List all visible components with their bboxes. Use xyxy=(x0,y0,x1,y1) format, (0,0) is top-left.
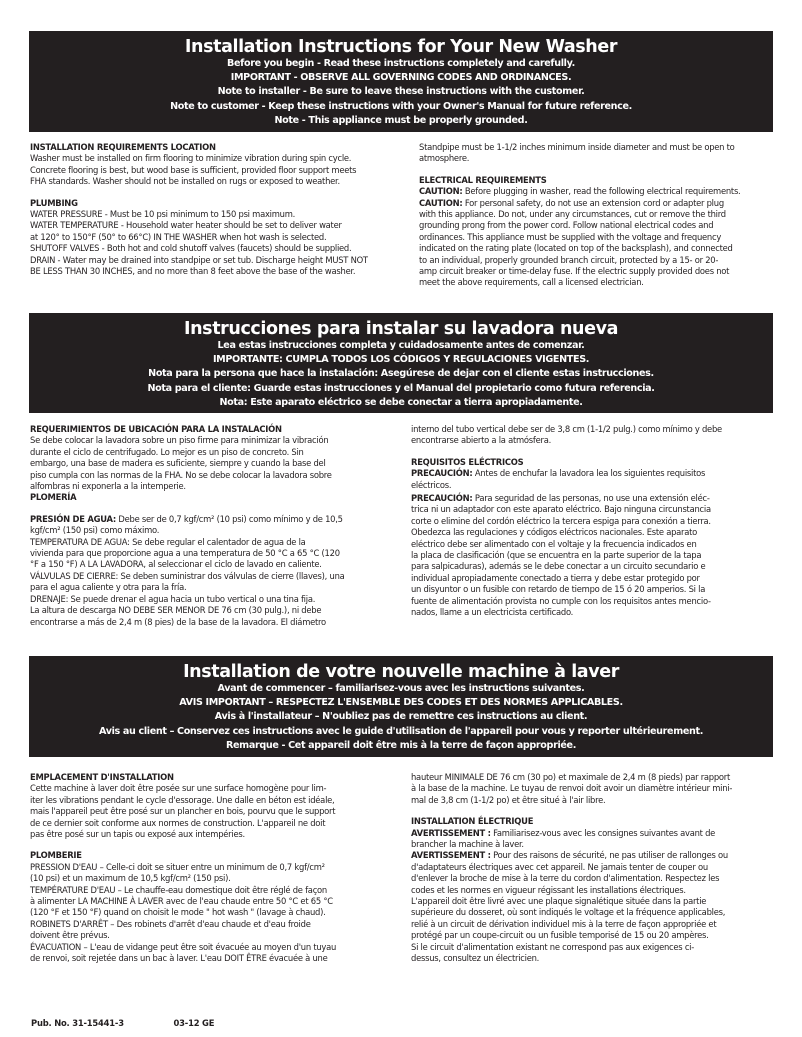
pressure-label: PRESIÓN DE AGUA: xyxy=(30,513,116,524)
text-line: alfombras ni exponerla a la intemperie. xyxy=(30,481,186,492)
text-line: embargo, una base de madera es suficiente, siempre y cuando la base del xyxy=(30,458,326,469)
caution-line: PRESIÓN DE AGUA: Debe ser de 0,7 kgf/cm² (10 psi) como mínimo y de 10,5 xyxy=(30,513,343,524)
text-line: para el agua caliente y otra para la fría. xyxy=(30,582,187,593)
spanish-banner-line: Lea estas instrucciones completa y cuidadosamente antes de comenzar. xyxy=(217,340,585,351)
text-line: brancher la machine à laver. xyxy=(411,839,524,850)
text-line: atmosphere. xyxy=(419,153,470,164)
text-line: protégé par un coupe-circuit ou un fusible temporisé de 15 ou 20 ampères. xyxy=(411,930,709,941)
text-line: WATER PRESSURE - Must be 10 psi minimum to 150 psi maximum. xyxy=(30,209,296,220)
text-line: La altura de descarga NO DEBE SER MENOR DE 76 cm (30 pulg.), ni debe xyxy=(30,605,322,616)
french-banner-line: AVIS IMPORTANT – RESPECTEZ L'ENSEMBLE DES CODES ET DES NORMES APPLICABLES. xyxy=(179,697,623,709)
caution-line: PRECAUCIÓN: Antes de enchufar la lavadora lea los siguientes requisitos xyxy=(411,468,706,479)
text-line: piso cumpla con las normas de la FHA. No se debe colocar la lavadora sobre xyxy=(30,469,332,480)
caution-label: CAUTION: xyxy=(419,186,463,197)
text-line: supérieure du dosseret, où sont indiqués le voltage et la fréquence applicables, xyxy=(411,907,726,918)
text-line: durante el ciclo de centrifugado. Lo mejor es un piso de concreto. Sin xyxy=(30,446,304,457)
text-line: à alimenter LA MACHINE À LAVER avec de l'eau chaude entre 50 °C et 65 °C xyxy=(30,896,333,907)
caution-line: AVERTISSEMENT : Familiarisez-vous avec les consignes suivantes avant de xyxy=(411,827,716,838)
caution-line: CAUTION: Before plugging in washer, read the following electrical requirements. xyxy=(419,186,741,197)
english-banner-line: Before you begin - Read these instructions completely and carefully. xyxy=(227,58,575,69)
text-line: FHA standards. Washer should not be installed on rugs or exposed to weather. xyxy=(30,176,340,187)
text-line: fuente de alimentación provista no cumple con los requisitos antes mencio- xyxy=(411,595,711,606)
text-line: eléctrico debe ser alimentado con el voltaje y la frecuencia indicados en xyxy=(411,538,697,549)
text-line: relié à un circuit de dérivation individuel mis à la terre de façon appropriée et xyxy=(411,918,717,929)
text-line: Obedezca las regulaciones y códigos eléctricos nacionales. Este aparato xyxy=(411,527,698,538)
french-right-column xyxy=(411,772,781,965)
text-line: Washer must be installed on firm flooring to minimize vibration during spin cycle. xyxy=(30,153,352,164)
text-line: corte o elimine del cordón eléctrico la tercera espiga para conexión a tierra. xyxy=(411,515,711,526)
text-line: hauteur MINIMALE DE 76 cm (30 po) et maximale de 2,4 m (8 pieds) par rapport xyxy=(411,772,731,782)
french-banner-line: Remarque - Cet appareil doit être mis à la terre de façon appropriée. xyxy=(225,739,576,751)
text-line: d'enlever la broche de mise à la terre du cordon d'alimentation. Respectez les xyxy=(411,873,720,884)
text-line: de ce dernier soit conforme aux normes de construction. L'appareil ne doit xyxy=(30,817,326,828)
english-location-heading: INSTALLATION REQUIREMENTS LOCATION xyxy=(30,142,216,152)
spanish-plumbing-heading: PLOMERÍA xyxy=(30,492,77,503)
french-left-column xyxy=(30,772,415,965)
text-line: meet the above requirements, call a licensed electrician. xyxy=(419,277,644,288)
text-line: trica ni un adaptador con este aparato eléctrico. Bajo ninguna circunstancia xyxy=(411,504,711,515)
text-line: DRENAJE: Se puede drenar el agua hacia un tubo vertical o una tina fija. xyxy=(30,593,316,604)
spanish-title: Instrucciones para instalar su lavadora nueva xyxy=(184,319,618,339)
english-banner-line: Note to installer - Be sure to leave these instructions with the customer. xyxy=(217,86,585,98)
text-line: la placa de clasificación (que se encuentra en la parte superior de la tapa xyxy=(411,550,702,561)
text-line: at 120° to 150°F (50° to 66°C) IN THE WASHER when hot wash is selected. xyxy=(30,231,327,242)
spanish-electrical-heading: REQUISITOS ELÉCTRICOS xyxy=(411,456,524,467)
english-right-column xyxy=(419,142,779,289)
text-line: interno del tubo vertical debe ser de 3,8 cm (1-1/2 pulg.) como mínimo y debe xyxy=(411,424,722,434)
text-line: TEMPÉRATURE D'EAU – Le chauffe-eau domestique doit être réglé de façon xyxy=(30,884,327,895)
text-line: encontrarse a más de 2,4 m (8 pies) de la base de la lavadora. El diámetro xyxy=(30,616,326,627)
text-line: dessus, consultez un électricien. xyxy=(411,953,540,964)
text-line: TEMPERATURA DE AGUA: Se debe regular el calentador de agua de la xyxy=(30,536,306,547)
text-line: WATER TEMPERATURE - Household water heater should be set to deliver water xyxy=(30,220,342,231)
text-line: SHUTOFF VALVES - Both hot and cold shutoff valves (faucets) should be supplied. xyxy=(30,243,352,254)
french-banner-line: Avis à l'installateur – N'oubliez pas de remettre ces instructions au client. xyxy=(214,711,588,723)
text-line: Cette machine à laver doit être posée sur une surface homogène pour lim- xyxy=(30,783,327,794)
spanish-banner-line: IMPORTANTE: CUMPLA TODOS LOS CÓDIGOS Y REGULACIONES VIGENTES. xyxy=(212,354,590,366)
text-line: d'adaptateurs électriques avec cet appareil. Ne jamais tenter de couper ou xyxy=(411,861,708,872)
english-header-banner xyxy=(29,31,773,132)
caution-line: AVERTISSEMENT : Pour des raisons de sécurité, ne pas utiliser de rallonges ou xyxy=(411,850,728,861)
english-banner-line: Note to customer - Keep these instructions with your Owner's Manual for future reference. xyxy=(170,100,632,112)
french-title: Installation de votre nouvelle machine à laver xyxy=(183,662,619,682)
text-line: doivent être prévus. xyxy=(30,930,110,941)
text-line: nados, llame a un electricista certificado. xyxy=(411,607,574,618)
spanish-right-column xyxy=(411,424,781,619)
text-line: iter les vibrations pendant le cycle d'essorage. Une dalle en béton est idéale, xyxy=(30,794,335,805)
text-line: with this appliance. Do not, under any circumstances, cut or remove the third xyxy=(419,209,726,220)
footer xyxy=(31,1018,214,1028)
text-line: (10 psi) et un maximum de 10,5 kgf/cm² (150 psi). xyxy=(30,873,231,884)
text-line: à la base de la machine. Le tuyau de renvoi doit avoir un diamètre intérieur mini- xyxy=(411,783,733,794)
text-line: L'appareil doit être livré avec une plaque signalétique située dans la partie xyxy=(411,896,707,907)
english-banner-line: Note - This appliance must be properly grounded. xyxy=(274,114,528,126)
text-line: °F a 150 °F) A LA LAVADORA, al seleccionar el ciclo de lavado en caliente. xyxy=(30,559,322,570)
french-banner-line: Avant de commencer – familiarisez-vous avec les instructions suivantes. xyxy=(217,683,585,694)
text-line: (120 °F et 150 °F) quand on choisit le mode " hot wash " (lavage à chaud). xyxy=(30,907,326,918)
spanish-left-column xyxy=(30,424,405,628)
caution-label: PRECAUCIÓN: xyxy=(411,493,473,504)
text-line: individual apropiadamente conectado a tierra y debe estar protegido por xyxy=(411,572,700,583)
text-line: BE LESS THAN 30 INCHES, and no more than 8 feet above the base of the washer. xyxy=(30,266,356,277)
spanish-location-heading: REQUERIMIENTOS DE UBICACIÓN PARA LA INSTALACIÓN xyxy=(30,424,282,434)
caution-label: AVERTISSEMENT : xyxy=(411,850,491,861)
text-line: Concrete flooring is best, but wood base is sufficient, provided floor support meets xyxy=(30,164,357,175)
english-title: Installation Instructions for Your New Washer xyxy=(184,37,618,57)
text-line: pas être posé sur un tapis ou exposé aux intempéries. xyxy=(30,829,245,840)
english-electrical-heading: ELECTRICAL REQUIREMENTS xyxy=(419,174,547,185)
caution-line: PRECAUCIÓN: Para seguridad de las personas, no use una extensión eléc- xyxy=(411,493,710,504)
french-location-heading: EMPLACEMENT D'INSTALLATION xyxy=(30,772,174,782)
text-line: mal de 3,8 cm (1-1/2 po) et être situé à l'air libre. xyxy=(411,794,606,805)
text-line: de renvoi, soit rejetée dans un bac à laver. L'eau DOIT ÊTRE évacuée à une xyxy=(30,953,328,964)
text-line: amp circuit breaker or time-delay fuse. If the electric supply provided does not xyxy=(419,266,730,277)
caution-label: AVERTISSEMENT : xyxy=(411,827,491,838)
spanish-banner-line: Nota para la persona que hace la instalación: Asegúrese de dejar con el cliente estas instrucciones. xyxy=(148,368,654,380)
text-line: ordinances. This appliance must be supplied with the voltage and frequency xyxy=(419,231,722,242)
french-banner-line: Avis au client – Conservez ces instructions avec le guide d'utilisation de l'appareil pour vous y reporter ultérieurement. xyxy=(98,725,704,737)
english-left-column xyxy=(30,142,420,277)
french-plumbing-heading: PLOMBERIE xyxy=(30,850,82,861)
text-line: codes et les normes en vigueur régissant les installations électriques. xyxy=(411,884,686,895)
caution-line: CAUTION: For personal safety, do not use an extension cord or adapter plug xyxy=(419,197,724,208)
text-line: para salpicaduras), además se le debe conectar a un circuito secundario e xyxy=(411,561,706,572)
text-line: eléctricos. xyxy=(411,479,452,490)
date-code: 03-12 GE xyxy=(173,1018,215,1028)
french-header-banner xyxy=(29,656,773,757)
text-line: DRAIN - Water may be drained into standpipe or set tub. Discharge height MUST NOT xyxy=(30,254,368,265)
text-line: VÁLVULAS DE CIERRE: Se deben suministrar dos válvulas de cierre (llaves), una xyxy=(30,570,345,581)
text-line: vivienda para que proporcione agua a una temperatura de 50 °C a 65 °C (120 xyxy=(30,548,340,559)
french-electrical-heading: INSTALLATION ÉLECTRIQUE xyxy=(411,816,534,827)
text-line: encontrarse abierto a la atmósfera. xyxy=(411,435,551,446)
text-line: indicated on the rating plate (located on top of the backsplash), and connected xyxy=(419,243,733,254)
text-line: Se debe colocar la lavadora sobre un piso firme para minimizar la vibración xyxy=(30,435,329,446)
english-plumbing-heading: PLUMBING xyxy=(30,197,78,208)
english-banner-line: IMPORTANT - OBSERVE ALL GOVERNING CODES AND ORDINANCES. xyxy=(230,72,572,84)
text-line: Si le circuit d'alimentation existant ne correspond pas aux exigences ci- xyxy=(411,941,695,952)
caution-label: PRECAUCIÓN: xyxy=(411,468,473,479)
text-line: mais l'appareil peut être posé sur un plancher en bois, pourvu que le support xyxy=(30,806,336,817)
text-line: un disyuntor o un fusible con retardo de tiempo de 15 ó 20 amperios. Si la xyxy=(411,584,706,595)
spanish-header-banner xyxy=(29,313,773,413)
spanish-banner-line: Nota para el cliente: Guarde estas instrucciones y el Manual del propietario como futura referencia. xyxy=(147,382,655,394)
caution-label: CAUTION: xyxy=(419,197,463,208)
publication-number: Pub. No. 31-15441-3 xyxy=(31,1018,124,1028)
text-line: kgf/cm² (150 psi) como máximo. xyxy=(30,525,160,536)
text-line: ÉVACUATION – L'eau de vidange peut être soit évacuée au moyen d'un tuyau xyxy=(30,941,337,952)
spanish-banner-line: Nota: Este aparato eléctrico se debe conectar a tierra apropiadamente. xyxy=(219,396,583,408)
text-line: PRESSION D'EAU – Celle-ci doit se situer entre un minimum de 0,7 kgf/cm² xyxy=(30,861,325,872)
text-line: ROBINETS D'ARRÊT – Des robinets d'arrêt d'eau chaude et d'eau froide xyxy=(30,918,311,929)
text-line: to an individual, properly grounded branch circuit, protected by a 15- or 20- xyxy=(419,254,719,265)
text-line: Standpipe must be 1-1/2 inches minimum inside diameter and must be open to xyxy=(419,142,735,152)
text-line: grounding prong from the power cord. Follow national electrical codes and xyxy=(419,220,714,231)
